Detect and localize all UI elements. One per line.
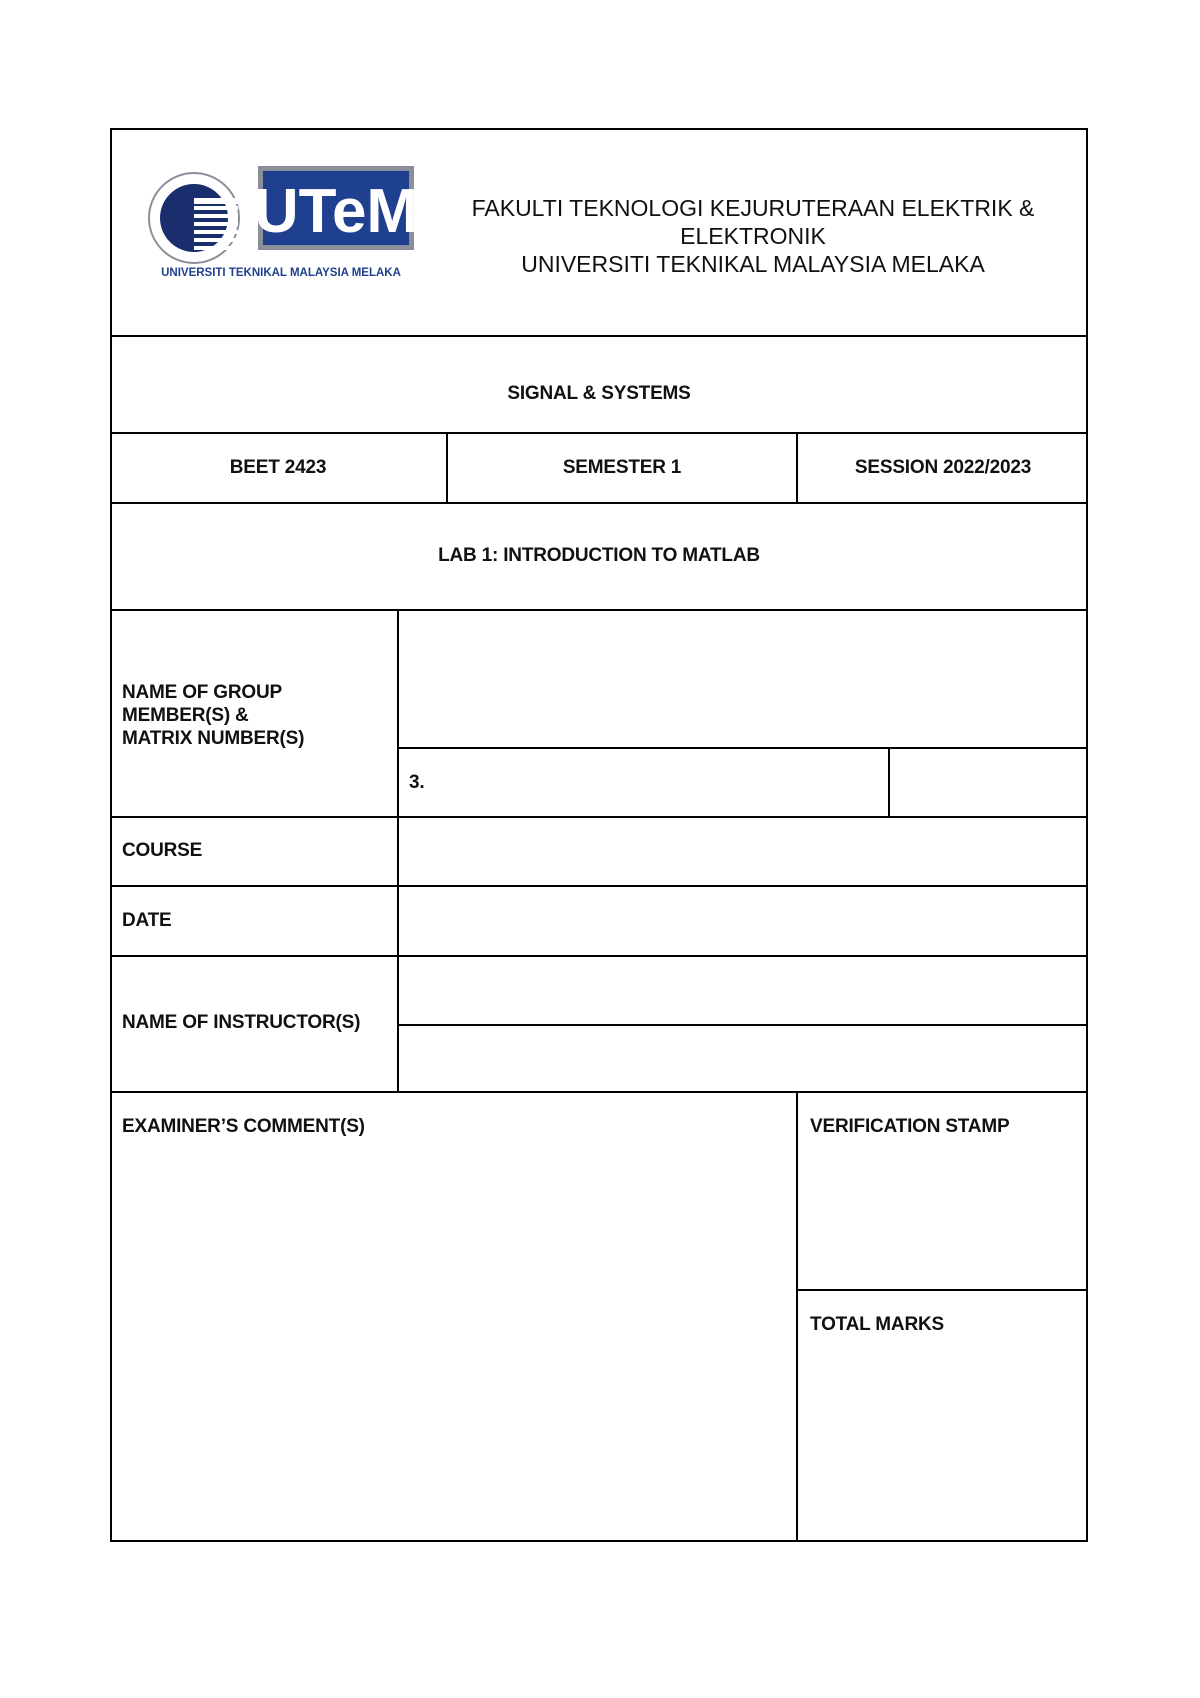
lab-cover-form — [110, 128, 1088, 1542]
instructor-label: NAME OF INSTRUCTOR(S) — [122, 1012, 361, 1033]
examiner-comment-label: EXAMINER’S COMMENT(S) — [122, 1116, 365, 1137]
faculty-line-2: ELEKTRONIK — [680, 223, 826, 249]
rule-header-bottom — [110, 335, 1088, 337]
group-members-label-line3: MATRIX NUMBER(S) — [122, 728, 305, 749]
semester-label: SEMESTER 1 — [562, 457, 682, 478]
logo-caption-text: UNIVERSITI TEKNIKAL MALAYSIA MELAKA — [161, 267, 401, 279]
instructor-field-1[interactable] — [399, 957, 1088, 1024]
verification-stamp-area — [798, 1143, 1088, 1289]
session-label: SESSION 2022/2023 — [854, 457, 1032, 478]
faculty-line-1: FAKULTI TEKNOLOGI KEJURUTERAAN ELEKTRIK & — [471, 195, 1035, 221]
member-3-matrix-field[interactable] — [890, 749, 1088, 816]
date-field[interactable] — [399, 887, 1088, 955]
group-members-label-line2: MEMBER(S) & — [122, 705, 249, 726]
subject-title: SIGNAL & SYSTEMS — [507, 383, 691, 404]
verification-stamp-label: VERIFICATION STAMP — [810, 1116, 1010, 1137]
date-label: DATE — [122, 910, 172, 931]
examiner-comment-field[interactable] — [110, 1143, 796, 1542]
course-code: BEET 2423 — [229, 457, 327, 478]
group-members-label-line1: NAME OF GROUP — [122, 682, 282, 703]
course-label: COURSE — [122, 840, 203, 861]
total-marks-field[interactable] — [798, 1341, 1088, 1540]
group-members-label — [122, 681, 392, 750]
instructor-field-2[interactable] — [399, 1026, 1088, 1091]
member-3-prefix: 3. — [409, 772, 425, 793]
utem-logo — [146, 158, 416, 288]
rule-subject-bottom — [110, 432, 1088, 434]
rule-info-bottom — [110, 502, 1088, 504]
faculty-title — [420, 194, 1086, 278]
rule-instructor-bottom — [110, 1091, 1088, 1093]
course-field[interactable] — [399, 818, 1088, 885]
logo-wordmark-text: UTeM — [253, 177, 416, 246]
rule-stamp-bottom — [796, 1289, 1088, 1291]
lab-title: LAB 1: INTRODUCTION TO MATLAB — [438, 545, 760, 566]
utem-logo-graphic — [146, 158, 416, 288]
total-marks-label: TOTAL MARKS — [810, 1314, 944, 1335]
university-name: UNIVERSITI TEKNIKAL MALAYSIA MELAKA — [521, 251, 985, 277]
member-3-name-field[interactable] — [435, 749, 888, 816]
group-members-field[interactable] — [399, 611, 1088, 747]
